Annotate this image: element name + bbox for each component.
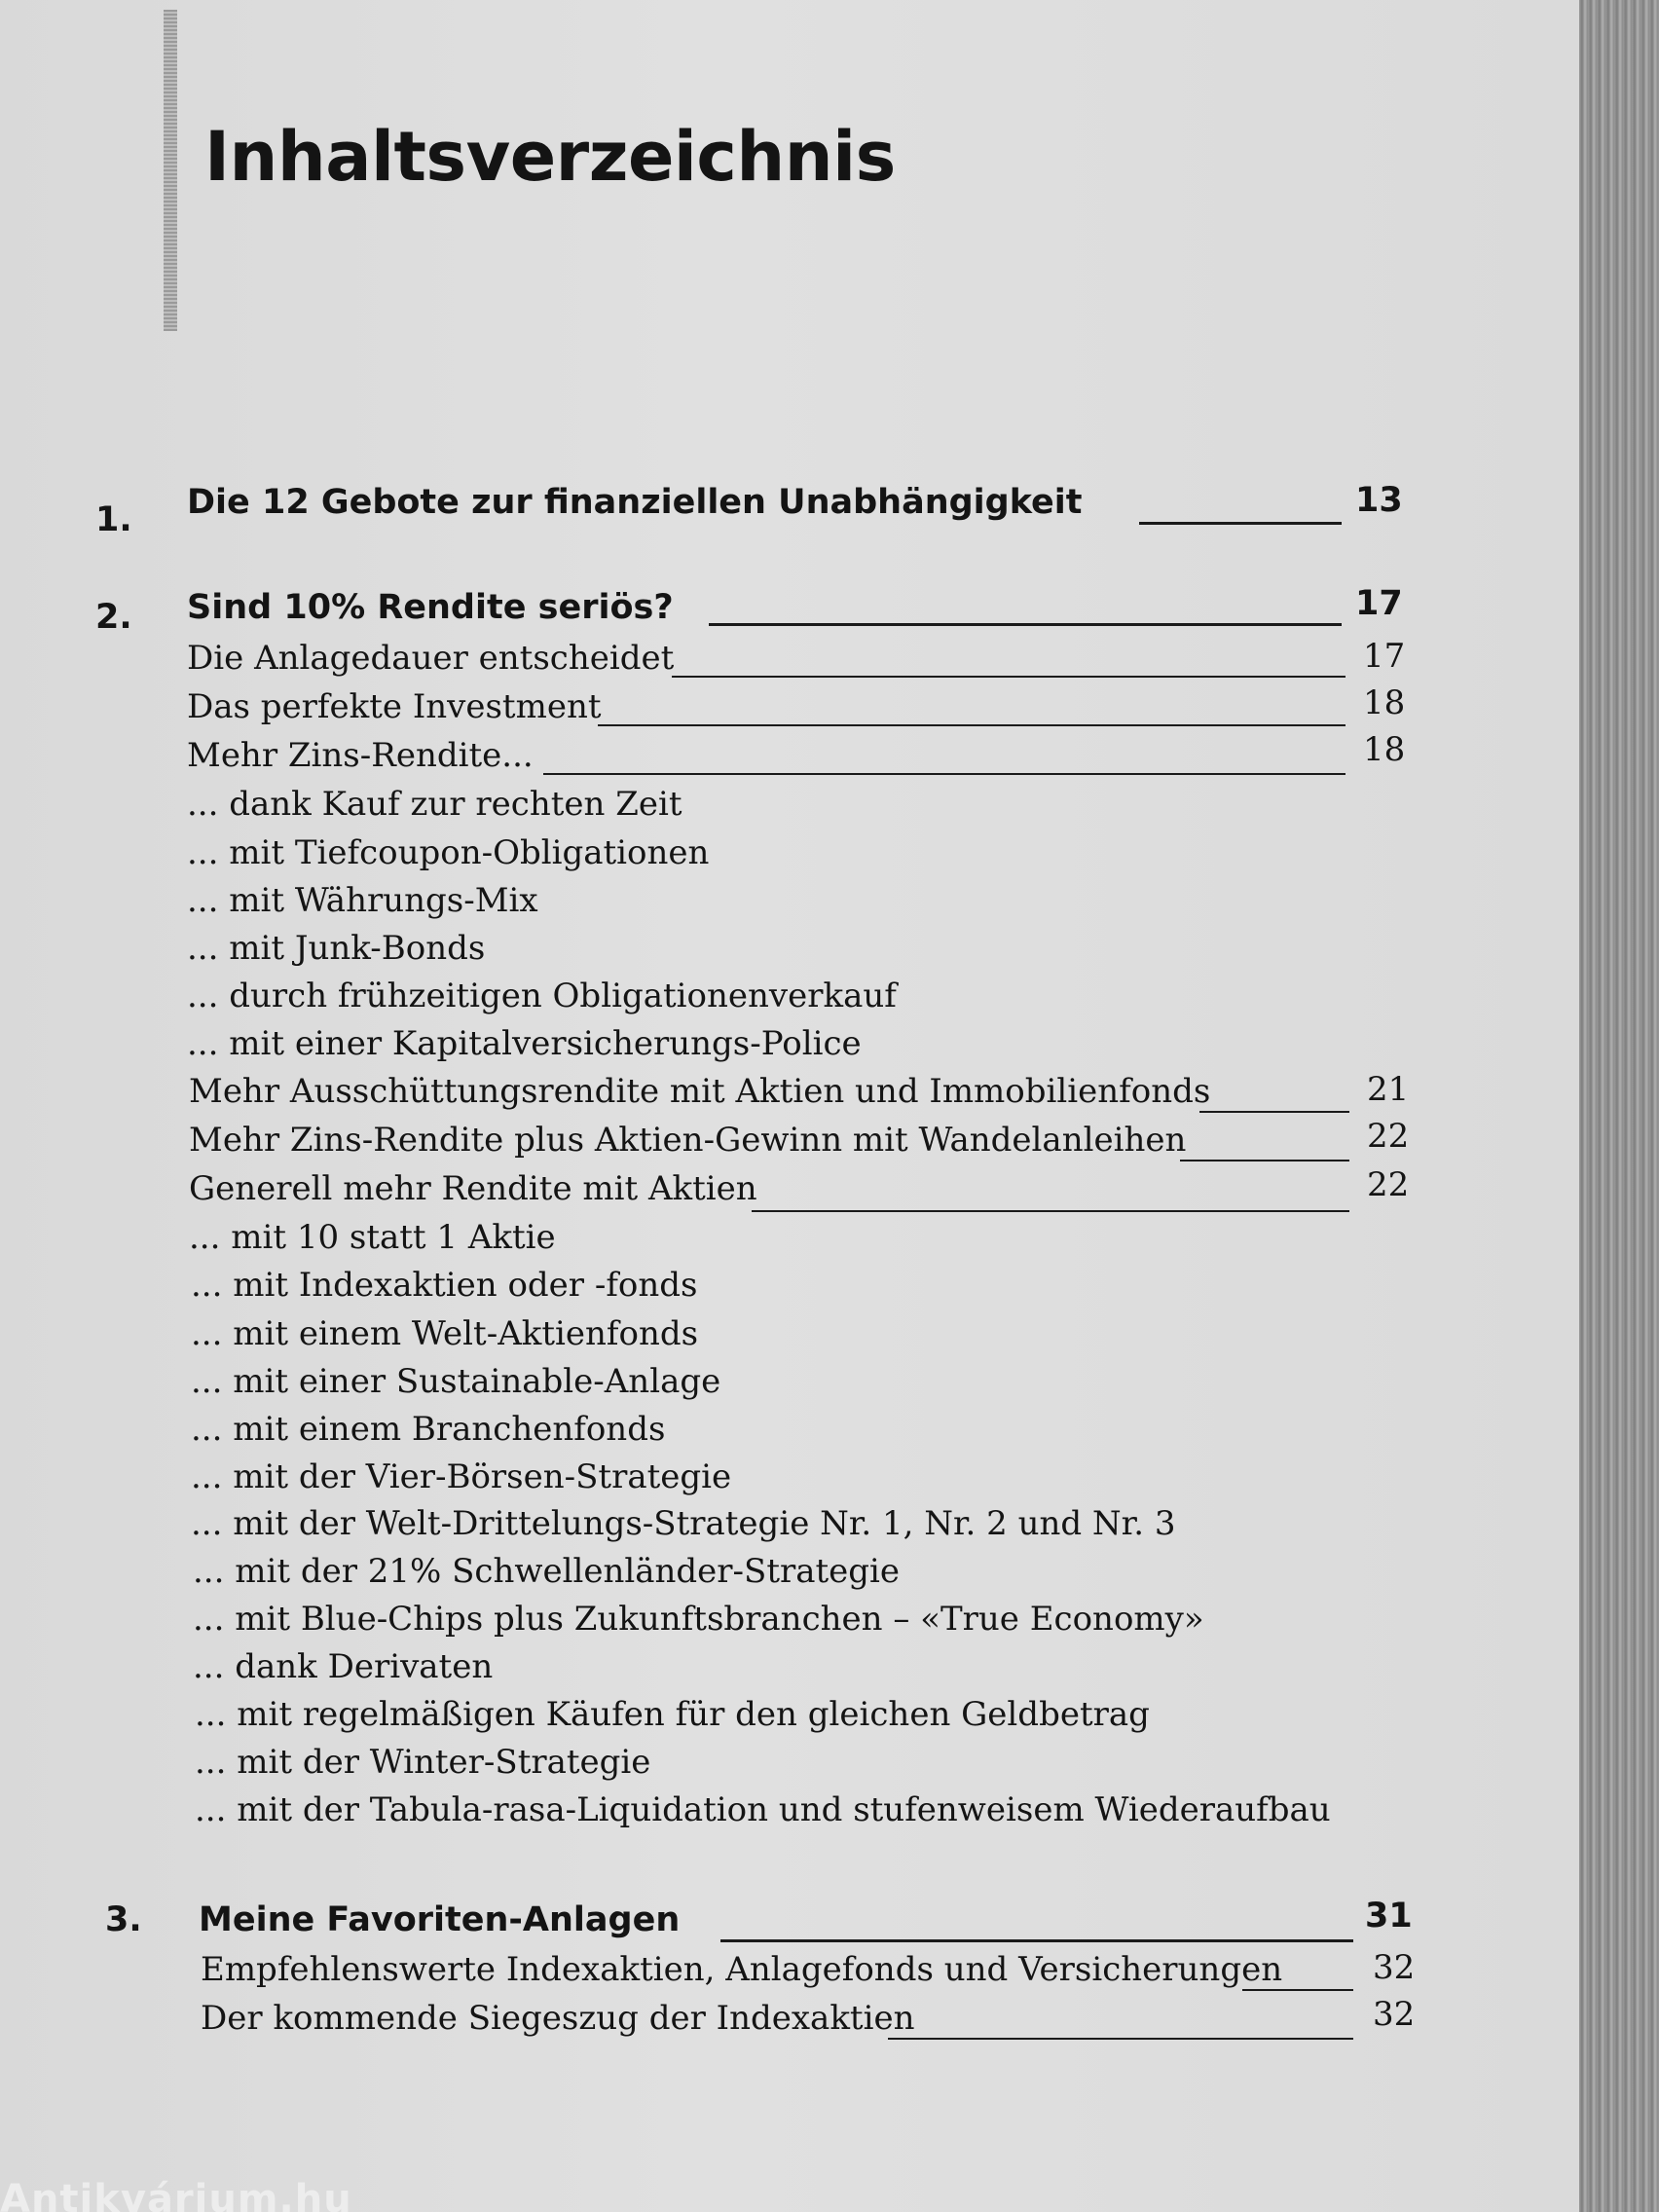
toc-chapter-1[interactable] (0, 481, 1579, 539)
leader-line (543, 773, 1346, 775)
toc-entry[interactable] (0, 1072, 1579, 1124)
toc-entry[interactable] (0, 1117, 1579, 1173)
chapter-title: Die 12 Gebote zur finanziellen Unabhängigkeit (187, 483, 1083, 522)
leader-line (1242, 1989, 1353, 1991)
toc-subentry[interactable] (0, 1790, 1579, 1843)
page-edge (1579, 0, 1659, 2212)
toc-subentry[interactable] (0, 1266, 1579, 1318)
entry-title: Mehr Ausschüttungsrendite mit Aktien und Immobilienfonds (189, 1072, 1211, 1111)
toc-subentry[interactable] (0, 1695, 1579, 1748)
toc-entry[interactable] (0, 639, 1579, 691)
page-number: 31 (1365, 1897, 1413, 1936)
toc-subentry[interactable] (0, 1362, 1579, 1415)
toc-subentry[interactable] (0, 1410, 1579, 1462)
leader-line (752, 1210, 1349, 1212)
toc-entry[interactable] (0, 1165, 1579, 1222)
toc-subentry[interactable] (0, 929, 1579, 981)
toc-subentry[interactable] (0, 785, 1579, 837)
entry-title: Empfehlenswerte Indexaktien, Anlagefonds und Versicherungen (201, 1950, 1283, 1989)
entry-title: ... mit regelmäßigen Käufen für den gleichen Geldbetrag (195, 1695, 1150, 1734)
leader-line (598, 724, 1346, 726)
chapter-title: Meine Favoriten-Anlagen (199, 1900, 681, 1939)
page-number: 13 (1355, 481, 1403, 520)
entry-title: ... mit der Vier-Börsen-Strategie (191, 1457, 732, 1496)
chapter-number: 1. (95, 500, 132, 539)
toc-subentry[interactable] (0, 1457, 1579, 1510)
toc-subentry[interactable] (0, 1600, 1579, 1652)
entry-title: ... mit Indexaktien oder -fonds (191, 1266, 698, 1305)
decorative-bar (164, 10, 177, 331)
toc-subentry[interactable] (0, 977, 1579, 1029)
entry-title: ... mit Währungs-Mix (187, 881, 538, 920)
entry-title: ... mit Tiefcoupon-Obligationen (187, 833, 710, 872)
entry-title: ... mit der 21% Schwellenländer-Strategie (193, 1552, 901, 1591)
page-number: 21 (1367, 1070, 1410, 1109)
page-number: 17 (1355, 584, 1403, 623)
entry-title: Generell mehr Rendite mit Aktien (189, 1169, 757, 1208)
chapter-title: Sind 10% Rendite seriös? (187, 588, 674, 627)
leader-line (1139, 522, 1342, 525)
chapter-number: 2. (95, 598, 132, 637)
leader-line (672, 676, 1346, 678)
toc-subentry[interactable] (0, 881, 1579, 934)
toc-subentry[interactable] (0, 1024, 1579, 1077)
entry-title: ... mit der Tabula-rasa-Liquidation und stufenweisem Wiederaufbau (195, 1790, 1331, 1829)
toc-subentry[interactable] (0, 1647, 1579, 1700)
entry-title: ... mit der Welt-Drittelungs-Strategie Nr. 1, Nr. 2 und Nr. 3 (191, 1504, 1176, 1543)
page-number: 22 (1367, 1117, 1410, 1156)
leader-line (1199, 1111, 1349, 1113)
entry-title: ... mit Junk-Bonds (187, 929, 486, 968)
toc-subentry[interactable] (0, 1218, 1579, 1271)
entry-title: ... dank Kauf zur rechten Zeit (187, 785, 682, 824)
leader-line (888, 2038, 1353, 2040)
entry-title: ... mit einem Branchenfonds (191, 1410, 666, 1449)
chapter-number: 3. (105, 1900, 142, 1939)
leader-line (709, 623, 1342, 626)
entry-title: ... dank Derivaten (193, 1647, 494, 1686)
toc-subentry[interactable] (0, 1552, 1579, 1604)
toc-entry[interactable] (0, 1950, 1579, 2003)
entry-title: Die Anlagedauer entscheidet (187, 639, 675, 678)
watermark: Antikvárium.hu (0, 2177, 352, 2212)
page-title: Inhaltsverzeichnis (204, 117, 896, 197)
page-number: 32 (1373, 1995, 1416, 2034)
toc-entry[interactable] (0, 1995, 1579, 2051)
page-number: 22 (1367, 1165, 1410, 1204)
toc-subentry[interactable] (0, 1314, 1579, 1367)
leader-line (1180, 1160, 1349, 1161)
entry-title: Der kommende Siegeszug der Indexaktien (201, 1999, 915, 2038)
toc-chapter-2[interactable] (0, 584, 1579, 641)
entry-title: Mehr Zins-Rendite plus Aktien-Gewinn mit Wandelanleihen (189, 1121, 1187, 1160)
toc-chapter-3[interactable] (0, 1897, 1579, 1953)
page-number: 17 (1363, 637, 1406, 676)
toc-subentry[interactable] (0, 1743, 1579, 1795)
entry-title: ... mit 10 statt 1 Aktie (189, 1218, 556, 1257)
entry-title: Mehr Zins-Rendite... (187, 736, 534, 775)
entry-title: ... mit einer Kapitalversicherungs-Police (187, 1024, 862, 1063)
toc-entry[interactable] (0, 730, 1579, 789)
entry-title: ... mit der Winter-Strategie (195, 1743, 651, 1782)
entry-title: ... mit einer Sustainable-Anlage (191, 1362, 721, 1401)
entry-title: ... durch frühzeitigen Obligationenverkauf (187, 977, 897, 1015)
entry-title: Das perfekte Investment (187, 687, 602, 726)
toc-subentry[interactable] (0, 833, 1579, 886)
toc-entry[interactable] (0, 683, 1579, 740)
page-number: 18 (1363, 730, 1406, 769)
page-number: 32 (1373, 1948, 1416, 1987)
entry-title: ... mit einem Welt-Aktienfonds (191, 1314, 699, 1353)
toc-subentry[interactable] (0, 1504, 1579, 1557)
leader-line (720, 1939, 1353, 1942)
entry-title: ... mit Blue-Chips plus Zukunftsbranchen – «True Economy» (193, 1600, 1204, 1639)
page-number: 18 (1363, 683, 1406, 722)
